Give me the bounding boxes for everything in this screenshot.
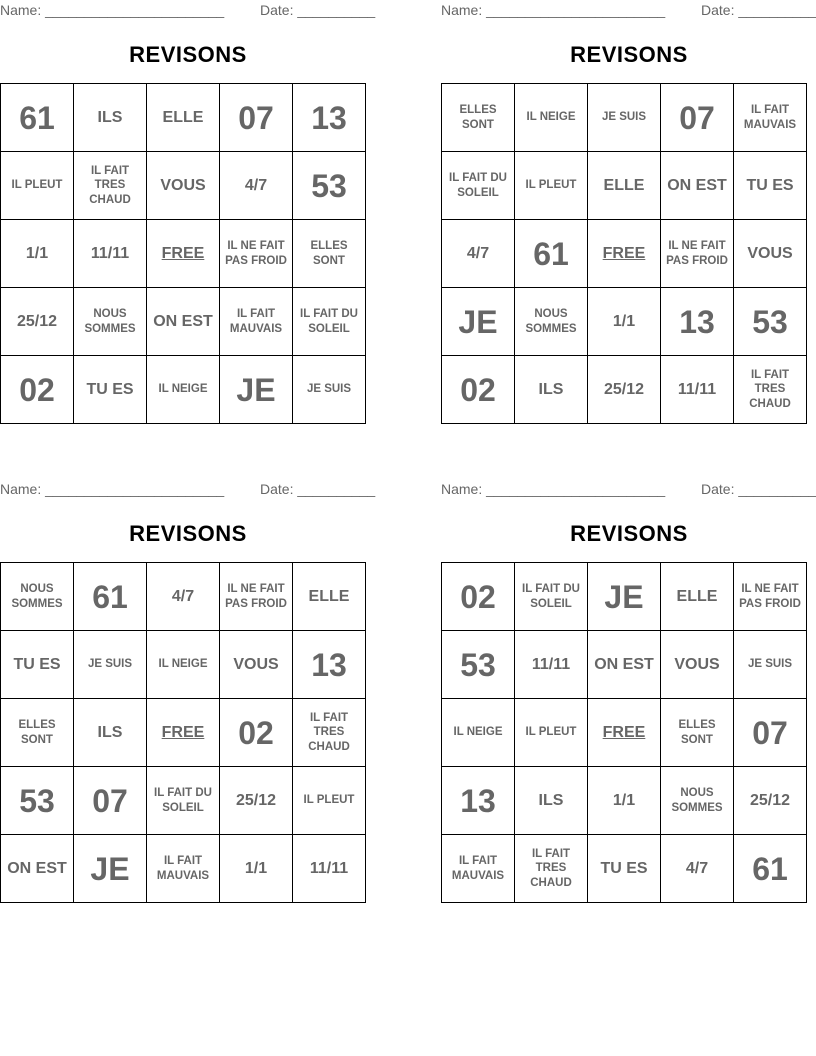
grid-cell: 53 xyxy=(734,288,807,356)
grid-cell: 02 xyxy=(220,699,293,767)
grid-cell: 02 xyxy=(442,356,515,424)
grid-cell: ILS xyxy=(74,699,147,767)
grid-cell: 07 xyxy=(74,767,147,835)
free-square: FREE xyxy=(147,220,220,288)
grid-cell: IL FAIT DU SOLEIL xyxy=(293,288,366,356)
grid-cell: 25/12 xyxy=(588,356,661,424)
grid-cell: ON EST xyxy=(588,631,661,699)
grid-cell: NOUS SOMMES xyxy=(74,288,147,356)
grid-cell: JE xyxy=(588,563,661,631)
grid-cell: IL NEIGE xyxy=(442,699,515,767)
grid-cell: 07 xyxy=(734,699,807,767)
grid-cell: TU ES xyxy=(74,356,147,424)
grid-cell: ON EST xyxy=(661,152,734,220)
grid-row xyxy=(442,152,807,220)
grid-cell: TU ES xyxy=(734,152,807,220)
bingo-grid xyxy=(0,83,366,424)
grid-cell: 53 xyxy=(442,631,515,699)
grid-cell: IL NE FAIT PAS FROID xyxy=(220,563,293,631)
grid-cell: IL NEIGE xyxy=(147,356,220,424)
free-square: FREE xyxy=(588,699,661,767)
grid-cell: TU ES xyxy=(588,835,661,903)
grid-cell: ELLE xyxy=(147,84,220,152)
grid-cell: 1/1 xyxy=(1,220,74,288)
grid-cell: 11/11 xyxy=(293,835,366,903)
grid-cell: JE SUIS xyxy=(588,84,661,152)
grid-cell: JE SUIS xyxy=(74,631,147,699)
grid-cell: IL FAIT TRES CHAUD xyxy=(293,699,366,767)
grid-cell: IL NE FAIT PAS FROID xyxy=(734,563,807,631)
bingo-grid xyxy=(441,562,807,903)
grid-cell: ON EST xyxy=(1,835,74,903)
grid-cell: 02 xyxy=(442,563,515,631)
name-date-row xyxy=(441,2,816,20)
grid-cell: IL NE FAIT PAS FROID xyxy=(220,220,293,288)
grid-cell: 4/7 xyxy=(661,835,734,903)
card-title: REVISONS xyxy=(129,42,247,67)
grid-cell: IL FAIT DU SOLEIL xyxy=(442,152,515,220)
grid-cell: 61 xyxy=(74,563,147,631)
date-line: Date: __________ xyxy=(260,2,376,18)
grid-cell: JE xyxy=(220,356,293,424)
grid-cell: JE xyxy=(74,835,147,903)
grid-cell: 61 xyxy=(1,84,74,152)
grid-cell: ILS xyxy=(74,84,147,152)
card-title: REVISONS xyxy=(570,521,688,546)
name-line: Name: _______________________ xyxy=(0,481,225,497)
grid-cell: ELLES SONT xyxy=(661,699,734,767)
grid-cell: IL FAIT MAUVAIS xyxy=(734,84,807,152)
grid-cell: IL FAIT DU SOLEIL xyxy=(515,563,588,631)
grid-row xyxy=(1,699,366,767)
grid-row xyxy=(442,835,807,903)
grid-cell: 13 xyxy=(293,84,366,152)
grid-cell: 13 xyxy=(293,631,366,699)
grid-cell: 07 xyxy=(661,84,734,152)
grid-cell: 25/12 xyxy=(1,288,74,356)
grid-cell: IL NEIGE xyxy=(147,631,220,699)
grid-cell: JE SUIS xyxy=(734,631,807,699)
grid-row xyxy=(1,631,366,699)
grid-cell: 4/7 xyxy=(220,152,293,220)
grid-row xyxy=(442,699,807,767)
grid-row xyxy=(442,220,807,288)
grid-row xyxy=(442,356,807,424)
grid-row xyxy=(442,767,807,835)
grid-cell: 11/11 xyxy=(515,631,588,699)
grid-row xyxy=(442,288,807,356)
grid-cell: IL FAIT DU SOLEIL xyxy=(147,767,220,835)
card-title: REVISONS xyxy=(570,42,688,67)
grid-cell: NOUS SOMMES xyxy=(515,288,588,356)
grid-cell: ELLE xyxy=(588,152,661,220)
grid-cell: 02 xyxy=(1,356,74,424)
card-title: REVISONS xyxy=(129,521,247,546)
grid-cell: VOUS xyxy=(220,631,293,699)
grid-cell: 53 xyxy=(293,152,366,220)
grid-cell: ELLES SONT xyxy=(442,84,515,152)
grid-cell: ELLES SONT xyxy=(1,699,74,767)
grid-row xyxy=(1,220,366,288)
grid-row xyxy=(1,288,366,356)
grid-row xyxy=(1,767,366,835)
grid-cell: 25/12 xyxy=(220,767,293,835)
grid-cell: IL PLEUT xyxy=(1,152,74,220)
grid-cell: IL NE FAIT PAS FROID xyxy=(661,220,734,288)
grid-cell: ELLE xyxy=(661,563,734,631)
grid-cell: IL FAIT MAUVAIS xyxy=(147,835,220,903)
grid-cell: 53 xyxy=(1,767,74,835)
grid-row xyxy=(1,152,366,220)
grid-cell: IL FAIT TRES CHAUD xyxy=(74,152,147,220)
grid-cell: ILS xyxy=(515,356,588,424)
name-line: Name: _______________________ xyxy=(0,2,225,18)
grid-cell: IL PLEUT xyxy=(515,699,588,767)
grid-cell: 1/1 xyxy=(220,835,293,903)
name-date-row xyxy=(0,481,376,499)
grid-cell: JE xyxy=(442,288,515,356)
grid-cell: IL NEIGE xyxy=(515,84,588,152)
grid-cell: IL PLEUT xyxy=(293,767,366,835)
grid-cell: 61 xyxy=(515,220,588,288)
grid-row xyxy=(442,563,807,631)
name-line: Name: _______________________ xyxy=(441,481,666,497)
bingo-grid xyxy=(0,562,366,903)
grid-cell: ELLE xyxy=(293,563,366,631)
grid-cell: ELLES SONT xyxy=(293,220,366,288)
date-line: Date: __________ xyxy=(260,481,376,497)
grid-cell: IL FAIT TRES CHAUD xyxy=(734,356,807,424)
grid-cell: NOUS SOMMES xyxy=(661,767,734,835)
grid-cell: 13 xyxy=(442,767,515,835)
grid-cell: IL FAIT MAUVAIS xyxy=(220,288,293,356)
grid-cell: 11/11 xyxy=(661,356,734,424)
grid-cell: 25/12 xyxy=(734,767,807,835)
date-line: Date: __________ xyxy=(701,481,816,497)
grid-cell: 13 xyxy=(661,288,734,356)
name-line: Name: _______________________ xyxy=(441,2,666,18)
grid-cell: 1/1 xyxy=(588,288,661,356)
grid-cell: VOUS xyxy=(147,152,220,220)
grid-cell: ILS xyxy=(515,767,588,835)
grid-row xyxy=(1,835,366,903)
grid-cell: 1/1 xyxy=(588,767,661,835)
grid-row xyxy=(442,84,807,152)
grid-cell: TU ES xyxy=(1,631,74,699)
free-square: FREE xyxy=(588,220,661,288)
grid-cell: NOUS SOMMES xyxy=(1,563,74,631)
grid-row xyxy=(1,356,366,424)
grid-row xyxy=(1,84,366,152)
date-line: Date: __________ xyxy=(701,2,816,18)
grid-cell: JE SUIS xyxy=(293,356,366,424)
grid-cell: 07 xyxy=(220,84,293,152)
grid-cell: 4/7 xyxy=(147,563,220,631)
grid-cell: 4/7 xyxy=(442,220,515,288)
grid-cell: 61 xyxy=(734,835,807,903)
grid-cell: 11/11 xyxy=(74,220,147,288)
grid-cell: IL PLEUT xyxy=(515,152,588,220)
grid-row xyxy=(442,631,807,699)
bingo-grid xyxy=(441,83,807,424)
name-date-row xyxy=(0,2,376,20)
grid-cell: VOUS xyxy=(661,631,734,699)
free-square: FREE xyxy=(147,699,220,767)
grid-cell: ON EST xyxy=(147,288,220,356)
grid-row xyxy=(1,563,366,631)
name-date-row xyxy=(441,481,816,499)
grid-cell: VOUS xyxy=(734,220,807,288)
grid-cell: IL FAIT TRES CHAUD xyxy=(515,835,588,903)
grid-cell: IL FAIT MAUVAIS xyxy=(442,835,515,903)
